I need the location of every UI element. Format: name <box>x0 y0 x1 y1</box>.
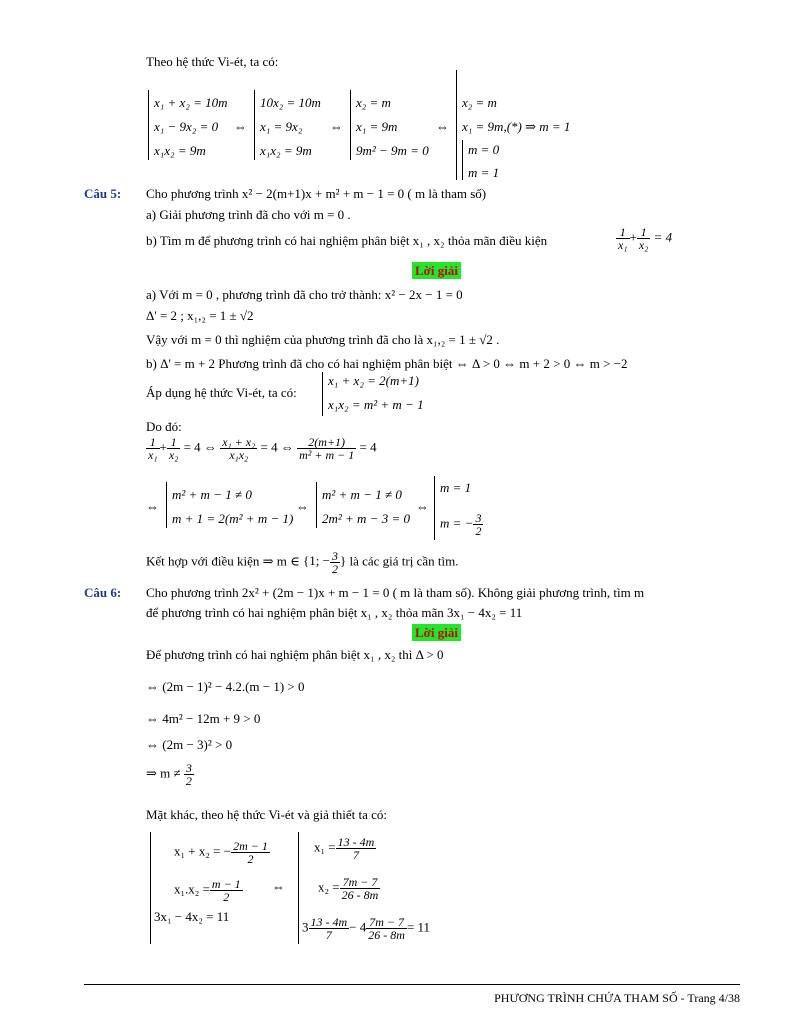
solution-heading-6: Lời giải <box>412 626 461 639</box>
q5-do-do: Do đó: <box>146 419 182 434</box>
question-5-part-b: b) Tìm m để phương trình có hai nghiệm phân biệt x₁ , x₂ thỏa mãn điều kiện <box>146 233 548 248</box>
intro-text: Theo hệ thức Vi-ét, ta có: <box>146 54 279 69</box>
q5-solution-line-2: Δ' = 2 ; x₁,₂ = 1 ± √2 <box>146 308 254 323</box>
question-5-part-a: a) Giải phương trình đã cho với m = 0 . <box>146 207 351 222</box>
question-5-statement: Cho phương trình x² − 2(m+1)x + m² + m − 1 = 0 ( m là tham số) <box>146 186 487 201</box>
q6-line-3: ⇔ 4m² − 12m + 9 > 0 <box>146 711 261 726</box>
q6-line-2: ⇔ (2m − 1)² − 4.2.(m − 1) > 0 <box>146 679 305 694</box>
q5-equation-chain: $\frac{1}{\text{x₁}}$ + $\frac{1}{\text{x₂}}$ = 4 ⇔ $\frac{\text{x₁ + x₂}}{\text{x₁x₂}}$ = 4 ⇔ $\frac{2(m+1)}{\text{m² + m − 1}}$ = 4 <box>148 435 377 462</box>
q5-solution-line-1: a) Với m = 0 , phương trình đã cho trở thành: x² − 2x − 1 = 0 <box>146 287 463 302</box>
q6-line-1: Để phương trình có hai nghiệm phân biệt x₁ , x₂ thì Δ > 0 <box>146 647 444 662</box>
page-footer: PHƯƠNG TRÌNH CHỨA THAM SỐ - Trang 4/38 <box>494 991 740 1005</box>
q6-line-5: ⇒ m ≠ $\frac{3}{2}$ <box>146 761 192 788</box>
question-6-statement-1: Cho phương trình 2x² + (2m − 1)x + m − 1 = 0 ( m là tham số). Không giải phương trình, tìm m <box>146 585 645 600</box>
footer-rule <box>84 984 740 985</box>
q5-vieta-text: Áp dụng hệ thức Vi-ét, ta có: <box>146 385 297 400</box>
question-6-label: Câu 6: <box>84 585 122 600</box>
solution-heading-5: Lời giải <box>412 264 461 277</box>
q6-line-6: Mặt khác, theo hệ thức Vi-ét và giả thiết ta có: <box>146 807 388 822</box>
question-6-statement-2: để phương trình có hai nghiệm phân biệt x₁ , x₂ thỏa mãn 3x₁ − 4x₂ = 11 <box>146 605 523 620</box>
q6-line-4: ⇔ (2m − 3)² > 0 <box>146 737 233 752</box>
q5-solution-line-3: Vậy với m = 0 thì nghiệm của phương trình đã cho là x₁,₂ = 1 ± √2 . <box>146 332 500 347</box>
question-5-condition: $\frac{1}{\text{x₁}}$ + $\frac{1}{\text{x₂}}$ = 4 <box>618 225 673 252</box>
question-5-label: Câu 5: <box>84 186 122 201</box>
q5-conclusion: Kết hợp với điều kiện ⇒ m ∈ {1; − $\frac{3}{2}$ } là các giá trị cần tìm. <box>146 549 459 576</box>
q5-solution-line-4: b) Δ' = m + 2 Phương trình đã cho có hai nghiệm phân biệt ⇔ Δ > 0 ⇔ m + 2 > 0 ⇔ m > −2 <box>146 356 628 371</box>
